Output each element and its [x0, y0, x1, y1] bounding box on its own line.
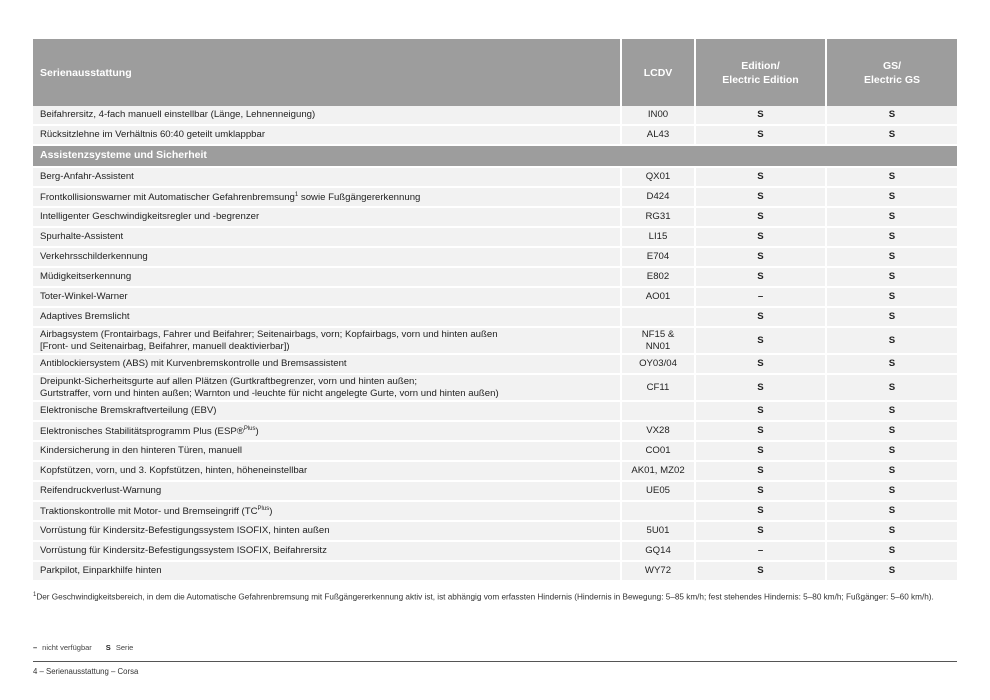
- footer-divider: [33, 661, 957, 662]
- row-feature-text: Vorrüstung für Kindersitz-Befestigungssystem ISOFIX, Beifahrersitz: [40, 545, 327, 557]
- row-gs-value: S: [826, 125, 957, 145]
- row-feature-text: Frontkollisionswarner mit Automatischer Gefahrenbremsung: [40, 192, 295, 204]
- row-gs-value: S: [826, 401, 957, 421]
- row-code: IN00: [621, 106, 695, 125]
- header-edition-line1: Edition/: [741, 59, 780, 72]
- row-gs-value: S: [826, 307, 957, 327]
- row-gs-value: S: [826, 287, 957, 307]
- row-edition-value: S: [695, 187, 826, 207]
- row-gs-value: S: [826, 247, 957, 267]
- table-row: [33, 461, 957, 481]
- table-row: [33, 106, 957, 125]
- row-edition-value: S: [695, 461, 826, 481]
- row-gs-value: S: [826, 327, 957, 354]
- table-row: [33, 541, 957, 561]
- row-feature: [33, 227, 621, 247]
- row-feature-text: Dreipunkt-Sicherheitsgurte auf allen Plätzen (Gurtkraftbegrenzer, vorn und hinten außen;: [40, 376, 418, 387]
- row-code: UE05: [621, 481, 695, 501]
- section-header-row: [33, 145, 957, 167]
- row-edition-value: S: [695, 501, 826, 521]
- footnote-marker: 1: [33, 592, 37, 598]
- row-code: CF11: [621, 374, 695, 401]
- row-edition-value: S: [695, 125, 826, 145]
- row-feature-text: Kindersicherung in den hinteren Türen, manuell: [40, 445, 242, 457]
- legend-item-not-available: [33, 643, 92, 652]
- legend: [33, 643, 147, 652]
- row-edition-value: S: [695, 521, 826, 541]
- footnote-text: Der Geschwindigkeitsbereich, in dem die Automatische Gefahrenbremsung mit Fußgängererkennung aktiv ist, ist abhängig vom erfassten Hindernis (Hindernis in Bewegung: 5–85 km/h; fest stehendes Hindernis: 5–80 km/h; Fußgänger: 5–60 km/h).: [36, 592, 934, 602]
- header-lcdv: LCDV: [621, 39, 695, 106]
- row-code: VX28: [621, 421, 695, 441]
- equipment-table: [33, 39, 957, 582]
- row-gs-value: S: [826, 441, 957, 461]
- row-code: AO01: [621, 287, 695, 307]
- row-code: D424: [621, 187, 695, 207]
- row-feature-suffix: sowie Fußgängererkennung: [298, 192, 421, 204]
- row-edition-value: S: [695, 354, 826, 374]
- row-edition-value: S: [695, 267, 826, 287]
- row-feature-text: Parkpilot, Einparkhilfe hinten: [40, 565, 162, 577]
- row-feature-superscript: 1: [294, 192, 299, 199]
- row-code: GQ14: [621, 541, 695, 561]
- header-edition: [695, 39, 826, 106]
- footnote: [33, 590, 957, 603]
- equipment-page: [33, 39, 957, 582]
- row-gs-value: S: [826, 481, 957, 501]
- row-feature-text: Airbagsystem (Frontairbags, Fahrer und Beifahrer; Seitenairbags, vorn; Kopfairbags, vorn und hinten außen: [40, 329, 498, 340]
- row-gs-value: S: [826, 167, 957, 187]
- row-feature: [33, 541, 621, 561]
- row-edition-value: S: [695, 441, 826, 461]
- table-row: [33, 401, 957, 421]
- legend-symbol: –: [33, 643, 38, 652]
- row-gs-value: S: [826, 207, 957, 227]
- header-feature: Serienausstattung: [33, 39, 621, 106]
- row-gs-value: S: [826, 521, 957, 541]
- section-title: Assistenzsysteme und Sicherheit: [33, 145, 957, 167]
- row-feature-line2: Gurtstraffer, vorn und hinten außen; Warnton und -leuchte für nicht angelegte Gurte, vorn und hinten außen): [40, 387, 499, 399]
- row-code: OY03/04: [621, 354, 695, 374]
- row-feature-text: Toter-Winkel-Warner: [40, 291, 128, 303]
- row-code: AL43: [621, 125, 695, 145]
- row-feature: [33, 247, 621, 267]
- table-row: [33, 207, 957, 227]
- table-row: [33, 481, 957, 501]
- row-feature-text: Intelligenter Geschwindigkeitsregler und -begrenzer: [40, 211, 260, 223]
- row-code: QX01: [621, 167, 695, 187]
- table-row: [33, 521, 957, 541]
- row-feature: [33, 374, 621, 401]
- row-feature-text: Vorrüstung für Kindersitz-Befestigungssystem ISOFIX, hinten außen: [40, 525, 330, 537]
- row-feature-text: Adaptives Bremslicht: [40, 311, 130, 323]
- row-edition-value: S: [695, 167, 826, 187]
- legend-label: Serie: [115, 643, 134, 652]
- row-gs-value: S: [826, 374, 957, 401]
- table-row: [33, 267, 957, 287]
- row-gs-value: S: [826, 421, 957, 441]
- row-gs-value: S: [826, 561, 957, 581]
- table-row: [33, 125, 957, 145]
- row-feature-suffix: ): [255, 426, 259, 438]
- row-edition-value: S: [695, 247, 826, 267]
- row-code: NF15 & NN01: [621, 327, 695, 354]
- row-code: [621, 307, 695, 327]
- row-edition-value: S: [695, 401, 826, 421]
- row-edition-value: S: [695, 227, 826, 247]
- legend-item-standard: [106, 643, 134, 652]
- row-feature: [33, 167, 621, 187]
- row-feature-text: Kopfstützen, vorn, und 3. Kopfstützen, hinten, höheneinstellbar: [40, 465, 308, 477]
- row-edition-value: S: [695, 327, 826, 354]
- row-feature: [33, 354, 621, 374]
- row-feature: [33, 461, 621, 481]
- table-row: [33, 247, 957, 267]
- row-gs-value: S: [826, 541, 957, 561]
- row-feature-text: Elektronische Bremskraftverteilung (EBV): [40, 405, 217, 417]
- row-code: AK01, MZ02: [621, 461, 695, 481]
- row-edition-value: S: [695, 561, 826, 581]
- row-feature-text: Spurhalte-Assistent: [40, 231, 124, 243]
- row-edition-value: S: [695, 207, 826, 227]
- row-feature: [33, 307, 621, 327]
- row-feature-text: Antiblockiersystem (ABS) mit Kurvenbremskontrolle und Bremsassistent: [40, 358, 347, 370]
- row-gs-value: S: [826, 354, 957, 374]
- row-edition-value: S: [695, 481, 826, 501]
- header-gs: [826, 39, 957, 106]
- row-gs-value: S: [826, 187, 957, 207]
- row-feature: Beifahrersitz, 4-fach manuell einstellbar (Länge, Lehnenneigung): [33, 106, 621, 125]
- row-feature: [33, 481, 621, 501]
- table-row: [33, 374, 957, 401]
- row-feature: [33, 287, 621, 307]
- row-gs-value: S: [826, 106, 957, 125]
- table-row: [33, 307, 957, 327]
- row-feature: [33, 207, 621, 227]
- row-feature: [33, 187, 621, 207]
- row-feature-text: Traktionskontrolle mit Motor- und Bremseingriff (TC: [40, 506, 258, 518]
- row-feature: [33, 267, 621, 287]
- row-edition-value: S: [695, 374, 826, 401]
- row-edition-value: S: [695, 106, 826, 125]
- row-feature-superscript: Plus: [257, 506, 270, 513]
- row-feature-superscript: Plus: [243, 426, 256, 433]
- row-edition-value: S: [695, 307, 826, 327]
- legend-symbol: S: [105, 643, 111, 652]
- row-gs-value: S: [826, 267, 957, 287]
- header-gs-line2: Electric GS: [863, 73, 921, 86]
- table-row: [33, 561, 957, 581]
- header-edition-line2: Electric Edition: [722, 73, 799, 86]
- row-feature-suffix: ): [269, 506, 273, 518]
- row-feature-text: Müdigkeitserkennung: [40, 271, 132, 283]
- row-code: E802: [621, 267, 695, 287]
- row-edition-value: S: [695, 421, 826, 441]
- row-feature: [33, 441, 621, 461]
- row-code: WY72: [621, 561, 695, 581]
- row-code: E704: [621, 247, 695, 267]
- row-feature: [33, 501, 621, 521]
- row-feature: [33, 401, 621, 421]
- row-gs-value: S: [826, 227, 957, 247]
- row-feature: [33, 521, 621, 541]
- row-feature-text: Reifendruckverlust-Warnung: [40, 485, 162, 497]
- table-row: [33, 187, 957, 207]
- row-code: RG31: [621, 207, 695, 227]
- row-feature: [33, 327, 621, 354]
- table-row: [33, 327, 957, 354]
- table-body: [33, 106, 957, 581]
- row-feature: [33, 561, 621, 581]
- table-row: [33, 227, 957, 247]
- row-feature-text: Berg-Anfahr-Assistent: [40, 171, 134, 183]
- row-code: LI15: [621, 227, 695, 247]
- row-code: 5U01: [621, 521, 695, 541]
- row-feature: [33, 421, 621, 441]
- table-row: [33, 441, 957, 461]
- row-feature-text: Verkehrsschilderkennung: [40, 251, 148, 263]
- page-footer: 4 – Serienausstattung – Corsa: [33, 667, 139, 676]
- row-code: [621, 401, 695, 421]
- row-code: CO01: [621, 441, 695, 461]
- header-gs-line1: GS/: [882, 59, 902, 72]
- table-row: [33, 501, 957, 521]
- table-row: [33, 421, 957, 441]
- row-edition-value: –: [695, 541, 826, 561]
- row-gs-value: S: [826, 501, 957, 521]
- row-gs-value: S: [826, 461, 957, 481]
- table-header-row: [33, 39, 957, 106]
- table-row: [33, 167, 957, 187]
- row-edition-value: –: [695, 287, 826, 307]
- row-feature-text: Elektronisches Stabilitätsprogramm Plus (ESP®: [40, 426, 244, 438]
- legend-label: nicht verfügbar: [42, 643, 92, 652]
- row-feature-line2: [Front- und Seitenairbag, Beifahrer, manuell deaktivierbar]): [40, 340, 290, 352]
- table-row: [33, 354, 957, 374]
- row-feature: Rücksitzlehne im Verhältnis 60:40 geteilt umklappbar: [33, 125, 621, 145]
- row-code: [621, 501, 695, 521]
- table-row: [33, 287, 957, 307]
